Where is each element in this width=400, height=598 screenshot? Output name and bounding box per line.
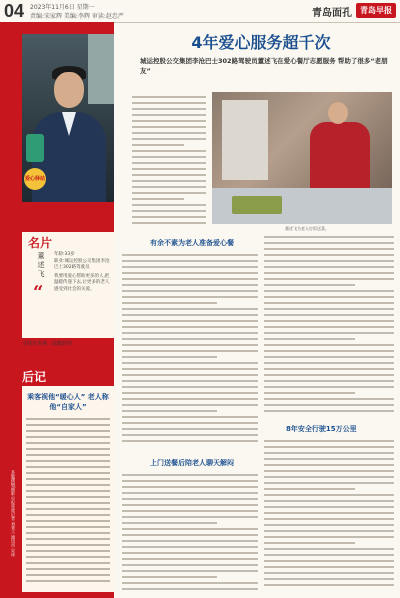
text-line	[264, 284, 355, 286]
text-line	[26, 478, 110, 480]
text-line	[132, 144, 184, 146]
text-line	[264, 572, 394, 574]
text-line	[26, 508, 110, 510]
person-name: 董述飞	[37, 252, 45, 279]
text-line	[26, 466, 110, 468]
text-line	[132, 174, 206, 176]
text-line	[264, 560, 394, 562]
sub-headline: 城运控股公交集团李沧巴士302路驾驶员董述飞在爱心餐厅志愿服务 帮助了很多“老朋友”	[140, 57, 388, 75]
text-line	[122, 440, 258, 442]
text-line	[122, 272, 258, 274]
text-line	[132, 198, 184, 200]
text-line	[122, 344, 258, 346]
text-line	[122, 302, 217, 304]
section-heading-2: 上门送餐后陪老人聊天解闷	[150, 459, 234, 467]
text-line	[264, 344, 394, 346]
text-line	[264, 356, 394, 358]
hotline-block	[22, 340, 114, 356]
text-line	[264, 386, 394, 388]
namecard-info	[54, 252, 112, 293]
text-line	[26, 574, 110, 576]
text-line	[264, 578, 394, 580]
text-line	[122, 564, 258, 566]
text-line	[264, 392, 355, 394]
text-line	[264, 494, 394, 496]
text-line	[122, 492, 258, 494]
hotline-number: 早报热线:82888000	[22, 348, 87, 356]
text-line	[26, 532, 110, 534]
text-line	[264, 482, 394, 484]
publish-date: 2023年11月6日 星期一	[30, 4, 95, 11]
editor-credits: 责编:宋家辉 美编:李辉 审读:赵忠严	[30, 13, 124, 20]
text-line	[122, 404, 258, 406]
text-line	[264, 326, 394, 328]
face	[54, 72, 84, 108]
text-line	[26, 520, 110, 522]
text-line	[264, 314, 394, 316]
section-heading-3: 8年安全行驶15万公里	[286, 425, 357, 433]
photo-caption: 董述飞为老人打饭送菜。	[285, 226, 329, 231]
text-line	[264, 296, 394, 298]
text-line	[264, 338, 355, 340]
text-line	[122, 422, 258, 424]
text-line	[132, 114, 206, 116]
text-line	[26, 454, 110, 456]
text-line	[264, 350, 394, 352]
text-line	[122, 428, 258, 430]
text-line	[264, 542, 355, 544]
namecard-title: 名片	[28, 236, 53, 250]
text-line	[26, 502, 110, 504]
text-line	[264, 260, 394, 262]
hotline-label: 寻找有故事、温暖的你	[22, 341, 73, 347]
text-line	[132, 216, 206, 218]
text-line	[122, 320, 258, 322]
text-line	[26, 436, 110, 438]
article-column-top-left	[132, 96, 206, 230]
text-line	[132, 156, 206, 158]
text-line	[132, 138, 206, 140]
text-line	[122, 356, 217, 358]
text-line	[264, 254, 394, 256]
text-line	[132, 120, 206, 122]
article-photo	[212, 92, 392, 224]
text-line	[264, 554, 394, 556]
text-line	[264, 242, 394, 244]
green-cup	[26, 134, 44, 162]
text-line	[122, 522, 217, 524]
text-line	[264, 476, 394, 478]
text-line	[264, 458, 394, 460]
text-line	[264, 236, 394, 238]
text-line	[264, 536, 394, 538]
text-line	[122, 410, 217, 412]
text-line	[122, 284, 258, 286]
text-line	[122, 480, 258, 482]
text-line	[122, 558, 258, 560]
bus-window	[88, 34, 114, 104]
text-line	[26, 472, 110, 474]
article-column-right-top	[264, 236, 394, 416]
text-line	[264, 566, 394, 568]
text-line	[122, 362, 258, 364]
text-line	[122, 308, 258, 310]
text-line	[26, 556, 110, 558]
text-line	[264, 464, 394, 466]
text-line	[122, 498, 258, 500]
text-line	[132, 168, 206, 170]
afterword-title: 后记	[22, 370, 47, 384]
text-line	[122, 540, 258, 542]
section-heading-1: 有余不素为老人准备爱心餐	[150, 239, 234, 247]
text-line	[264, 308, 394, 310]
text-line	[26, 568, 110, 570]
text-line	[264, 410, 394, 412]
text-line	[122, 278, 258, 280]
text-line	[26, 442, 110, 444]
text-line	[264, 470, 394, 472]
text-line	[122, 434, 258, 436]
text-line	[132, 150, 206, 152]
text-line	[132, 204, 206, 206]
text-line	[264, 374, 394, 376]
text-line	[122, 398, 258, 400]
text-line	[264, 446, 394, 448]
text-line	[132, 132, 206, 134]
text-line	[264, 380, 394, 382]
text-line	[264, 272, 394, 274]
text-line	[26, 430, 110, 432]
text-line	[264, 530, 394, 532]
text-line	[122, 416, 258, 418]
top-bar	[0, 0, 400, 23]
text-line	[122, 486, 258, 488]
text-line	[122, 582, 258, 584]
text-line	[264, 512, 394, 514]
text-line	[26, 562, 110, 564]
volunteer-face	[328, 102, 348, 124]
volunteer-vest	[310, 122, 370, 192]
text-line	[264, 278, 394, 280]
text-line	[264, 584, 394, 586]
text-line	[26, 490, 110, 492]
text-line	[26, 460, 110, 462]
text-line	[26, 580, 110, 582]
text-line	[122, 260, 258, 262]
text-line	[122, 332, 258, 334]
text-line	[26, 514, 110, 516]
text-line	[132, 108, 206, 110]
text-line	[264, 404, 394, 406]
text-line	[122, 392, 258, 394]
text-line	[26, 496, 110, 498]
text-line	[122, 516, 258, 518]
text-line	[264, 488, 355, 490]
text-line	[122, 254, 258, 256]
text-line	[132, 186, 206, 188]
text-line	[122, 374, 258, 376]
section-name: 青岛面孔	[312, 8, 352, 19]
byline-vertical: 本版撰稿/摄影 早报首席记者 刘秀兰 通讯员 吴冰	[11, 470, 16, 557]
text-line	[122, 528, 258, 530]
text-line	[122, 474, 258, 476]
text-line	[264, 302, 394, 304]
newspaper-logo: 青岛早报	[356, 3, 396, 18]
page-number: 04	[4, 1, 25, 21]
text-line	[26, 448, 110, 450]
text-line	[264, 362, 394, 364]
volunteer-badge: 爱心驿站	[24, 168, 46, 190]
text-line	[122, 386, 258, 388]
text-line	[132, 162, 206, 164]
text-line	[132, 192, 206, 194]
text-line	[122, 296, 258, 298]
text-line	[122, 504, 258, 506]
text-line	[26, 424, 110, 426]
text-line	[264, 500, 394, 502]
text-line	[264, 440, 394, 442]
text-line	[122, 534, 258, 536]
food-tray	[232, 196, 282, 214]
job: 职业:城运控股公交集团李沧巴士302路驾驶员	[54, 258, 110, 270]
text-line	[264, 398, 394, 400]
fridge	[222, 100, 268, 180]
text-line	[26, 544, 110, 546]
text-line	[264, 506, 394, 508]
age: 年龄:33岁	[54, 252, 75, 257]
text-line	[122, 510, 258, 512]
text-line	[122, 546, 258, 548]
quote: 我要用爱心帮助更多的人,把温暖传递下去,让更多的老人感受到社会的关爱。	[54, 273, 110, 292]
text-line	[264, 248, 394, 250]
text-line	[122, 570, 258, 572]
text-line	[122, 266, 258, 268]
text-line	[264, 320, 394, 322]
text-line	[264, 290, 394, 292]
text-line	[122, 380, 258, 382]
text-line	[264, 368, 394, 370]
text-line	[264, 332, 394, 334]
text-line	[264, 518, 394, 520]
text-line	[26, 484, 110, 486]
text-line	[26, 526, 110, 528]
text-line	[264, 452, 394, 454]
text-line	[26, 550, 110, 552]
main-headline: 4年爱心服务超千次	[191, 33, 331, 52]
text-line	[132, 222, 206, 224]
text-line	[264, 266, 394, 268]
text-line	[122, 576, 217, 578]
text-line	[122, 326, 258, 328]
text-line	[122, 350, 258, 352]
text-line	[122, 368, 258, 370]
text-line	[122, 290, 258, 292]
quote-mark-icon: “	[33, 282, 44, 303]
afterword-text	[26, 418, 110, 588]
article-column-middle-2	[122, 474, 258, 592]
article-column-middle-1	[122, 254, 258, 446]
text-line	[122, 338, 258, 340]
afterword-headline: 乘客视他“暖心人” 老人称他“自家人”	[27, 393, 109, 411]
text-line	[26, 418, 110, 420]
text-line	[132, 96, 206, 98]
text-line	[264, 524, 394, 526]
text-line	[132, 210, 206, 212]
text-line	[26, 538, 110, 540]
text-line	[132, 180, 206, 182]
text-line	[122, 588, 258, 590]
text-line	[264, 548, 394, 550]
text-line	[122, 314, 258, 316]
text-line	[122, 552, 258, 554]
text-line	[132, 102, 206, 104]
article-column-right-bottom	[264, 440, 394, 592]
text-line	[132, 126, 206, 128]
